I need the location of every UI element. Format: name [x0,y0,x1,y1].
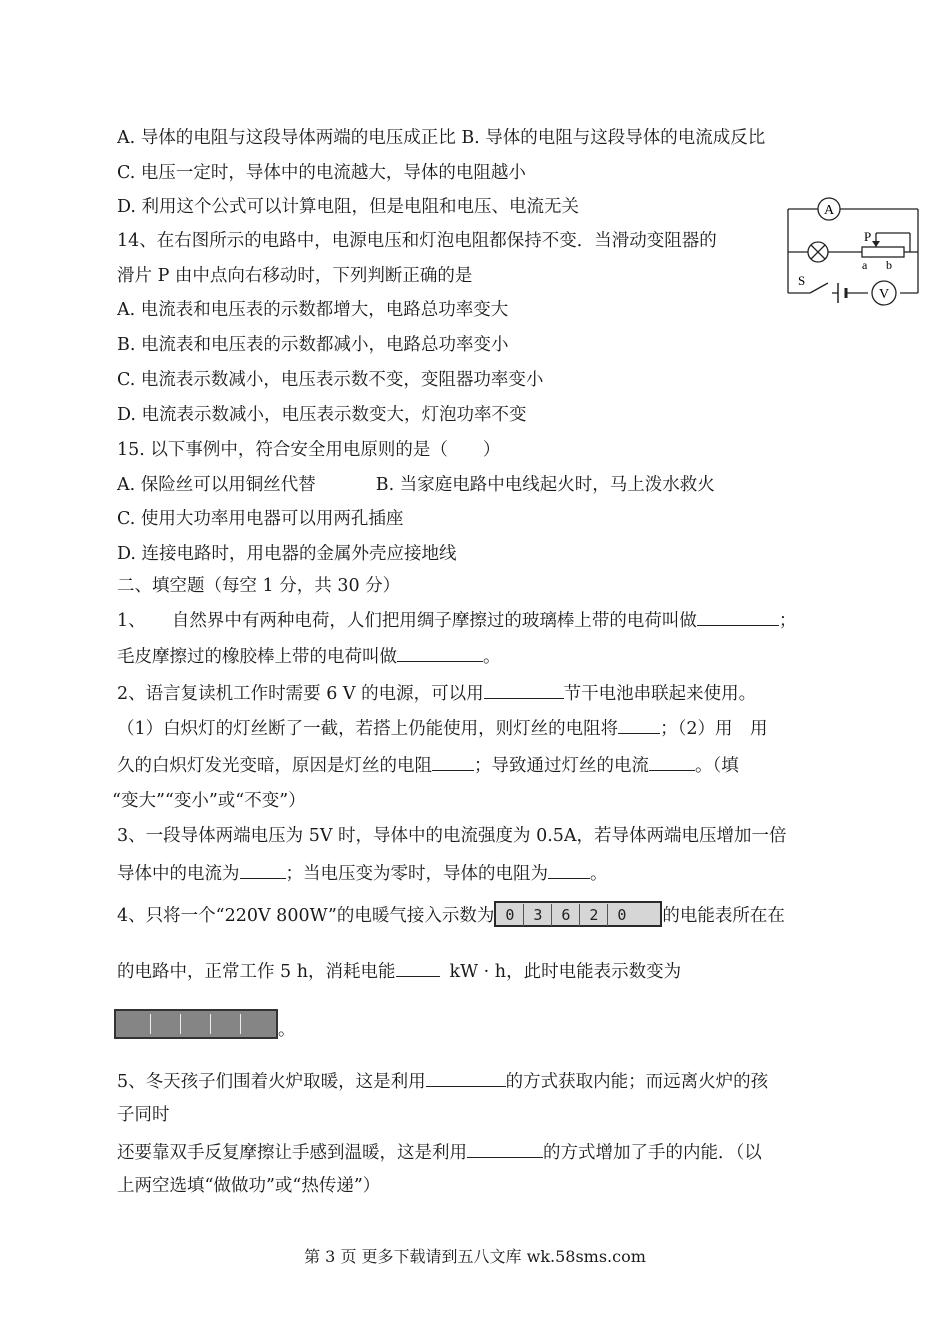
fill2-text-e: 久的白炽灯发光变暗，原因是灯丝的电阻 [117,756,432,776]
fill1-line1 [117,607,796,633]
fill5-text-b: 的方式获取内能；而远离火炉的孩 [505,1072,769,1092]
fill2-line1 [117,680,756,706]
q14-option-d: D. 电流表示数减小，电压表示数变大，灯泡功率不变 [117,405,527,425]
answer-blank[interactable] [432,752,474,771]
rheostat-end-a: a [862,258,868,272]
fill3-line2 [117,860,608,886]
fill5-text-c: 还要靠双手反复摩擦让手感到温暖，这是利用 [117,1143,467,1163]
answer-blank[interactable] [697,607,779,626]
fill3-text-a: 导体中的电流为 [117,864,240,884]
q13-option-c: C. 电压一定时，导体中的电流越大，导体的电阻越小 [117,163,526,183]
fill2-text-b: 节干电池串联起来使用。 [563,684,757,704]
fill3-line1: 3、一段导体两端电压为 5V 时，导体中的电流强度为 0.5A，若导体两端电压增加一倍 [117,826,787,846]
battery-icon [838,283,846,303]
fill4-text-a: 4、只将一个“220V 800W”的电暖气接入示数为 [117,906,495,926]
energy-meter-answer-box[interactable] [114,1009,278,1039]
circuit-diagram [780,195,930,315]
lamp-icon [808,242,828,262]
answer-blank[interactable] [426,1068,506,1087]
fill2-text-f: ；导致通过灯丝的电流 [474,756,649,776]
answer-blank[interactable] [548,860,590,879]
q13-option-d: D. 利用这个公式可以计算电阻，但是电阻和电压、电流无关 [117,197,580,217]
slider-label: P [864,229,872,244]
q15-option-b: B. 当家庭电路中电线起火时，马上泼水救火 [375,475,715,495]
slider-arrow-icon [872,241,880,247]
meter-digit: 0 [617,905,627,924]
rheostat-icon [862,247,904,257]
fill2-line2 [117,715,768,741]
fill1-line2 [117,643,501,669]
fill5-text-d: 的方式增加了手的内能．（以 [543,1143,762,1163]
ammeter-label: A [823,203,835,218]
fill1-text-c: 毛皮摩擦过的橡胶棒上带的电荷叫做 [117,647,397,667]
fill4-text-b: 的电能表所在在 [662,906,785,926]
fill4-text-d: kW · h，此时电能表示数变为 [449,962,682,982]
meter-digit: 2 [580,904,608,926]
fill2-text-a: 2、语言复读机工作时需要 6 V 的电源，可以用 [117,684,484,704]
answer-blank[interactable] [467,1139,543,1158]
answer-blank[interactable] [618,715,660,734]
q14-option-b: B. 电流表和电压表的示数都减小，电路总功率变小 [117,335,509,355]
fill5-line3 [117,1139,762,1165]
fill2-text-d: ；（2）用 用 [660,719,768,739]
fill1-text-b: ； [778,611,797,631]
fill2-text-g: 。（填 [695,756,739,776]
fill2-line4: “变大”“变小”或“不变”） [112,791,306,811]
fill5-line2: 子同时 [117,1105,170,1125]
answer-blank[interactable] [397,643,483,662]
fill4-text-c: 的电路中，正常工作 5 h，消耗电能 [117,962,396,982]
fill2-line3 [117,752,739,778]
voltmeter-label: V [878,287,890,302]
fill1-text-d: 。 [483,647,501,667]
fill5-text-a: 5、冬天孩子们围着火炉取暖，这是利用 [117,1072,426,1092]
q15-options-ab [117,473,715,497]
section2-title: 二、填空题（每空 1 分，共 30 分） [117,576,401,596]
rheostat-end-b: b [886,258,892,272]
q13-option-a: A. 导体的电阻与这段导体两端的电压成正比 B. 导体的电阻与这段导体的电流成反比 [117,128,766,148]
meter-digit: 0 [496,904,524,926]
q15-stem: 15. 以下事例中，符合安全用电原则的是（ ） [117,440,501,460]
q14-stem-line2: 滑片 P 由中点向右移动时，下列判断正确的是 [117,266,473,286]
answer-blank[interactable] [649,752,695,771]
q14-stem-line1: 14、在右图所示的电路中，电源电压和灯泡电阻都保持不变．当滑动变阻器的 [117,231,717,251]
fill5-line1 [117,1068,768,1094]
fill4-line1 [117,904,785,928]
answer-blank[interactable] [396,958,440,977]
switch-label: S [798,273,806,288]
meter-digit: 3 [524,904,552,926]
fill1-text-a: 1、 自然界中有两种电荷，人们把用绸子摩擦过的玻璃棒上带的电荷叫做 [117,611,697,631]
fill3-text-c: 。 [590,864,608,884]
fill4-line2 [117,958,681,984]
meter-digit: 6 [552,904,580,926]
q14-option-a: A. 电流表和电压表的示数都增大，电路总功率变大 [117,300,509,320]
fill4-line3: 。 [278,1020,296,1040]
fill5-line4: 上两空选填“做做功”或“热传递”） [117,1176,381,1196]
answer-blank[interactable] [240,860,286,879]
fill3-text-b: ；当电压变为零时，导体的电阻为 [285,864,548,884]
fill2-text-c: （1）白炽灯的灯丝断了一截，若搭上仍能使用，则灯丝的电阻将 [117,719,619,739]
q15-option-a: A. 保险丝可以用铜丝代替 [117,475,316,495]
page-footer: 第 3 页 更多下载请到五八文库 wk.58sms.com [304,1247,646,1266]
answer-blank[interactable] [484,680,564,699]
q14-option-c: C. 电流表示数减小，电压表示数不变，变阻器功率变小 [117,370,544,390]
energy-meter-reading [494,901,662,927]
q15-option-c: C. 使用大功率用电器可以用两孔插座 [117,509,404,529]
q15-option-d: D. 连接电路时，用电器的金属外壳应接地线 [117,544,457,564]
